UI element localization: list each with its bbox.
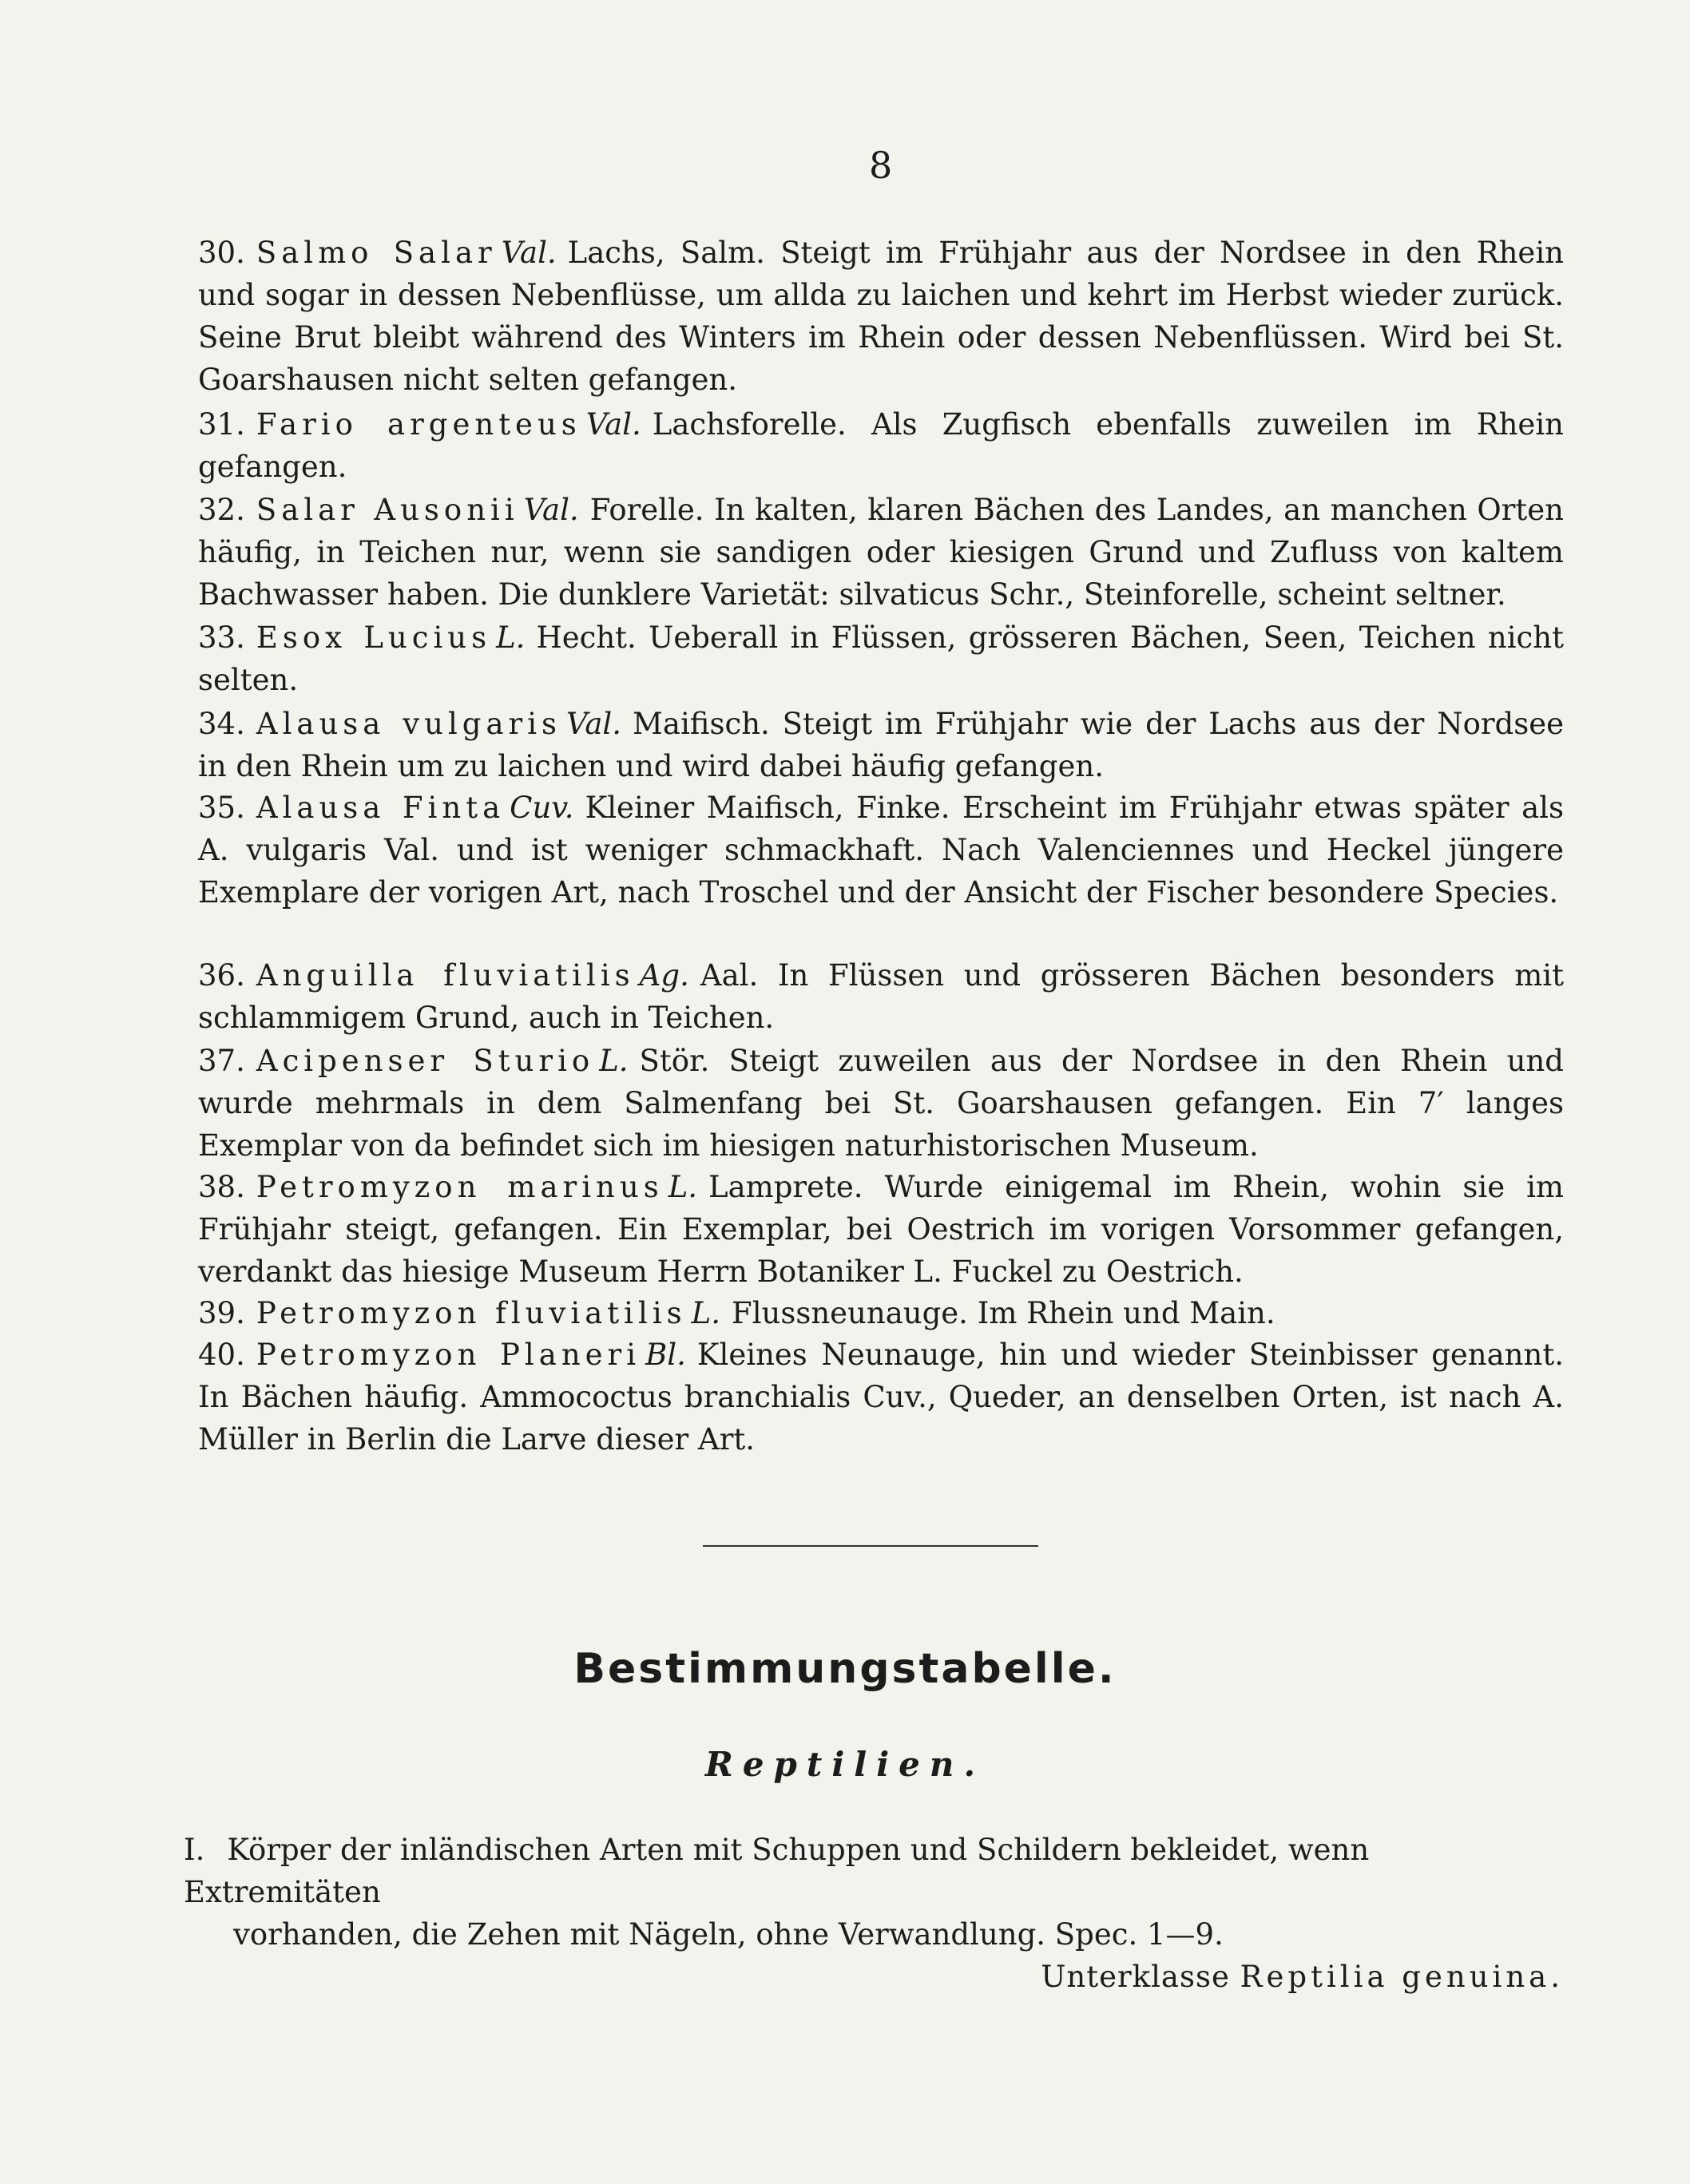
species-author: Ag. <box>639 958 689 993</box>
species-entry-40 <box>198 1334 1564 1461</box>
species-number: 37. <box>198 1044 245 1078</box>
species-author: Val. <box>501 236 557 270</box>
species-entry-30 <box>198 232 1564 401</box>
species-name: Alausa Finta <box>256 791 506 825</box>
species-name: Esox Lucius <box>256 620 492 655</box>
species-description: Kleines Neunauge, hin und wieder Steinbisser genannt. In Bächen häufig. Ammococtus branchialis Cuv., Queder, an denselben Orten, ist nach A. Müller in Berlin die Larve dieser Art. <box>198 1338 1564 1457</box>
species-description: Lamprete. Wurde einigemal im Rhein, wohin sie im Frühjahr steigt, gefangen. Ein Exemplar, bei Oestrich im vorigen Vorsommer gefangen, verdankt das hiesige Museum Herrn Botaniker L. Fuckel zu Oestrich. <box>198 1170 1564 1289</box>
species-entry-34 <box>198 703 1564 787</box>
species-number: 31. <box>198 407 245 442</box>
species-description: Aal. In Flüssen und grösseren Bächen besonders mit schlammigem Grund, auch in Teichen. <box>198 958 1564 1035</box>
species-author: L. <box>599 1044 629 1078</box>
species-description: Lachsforelle. Als Zugfisch ebenfalls zuweilen im Rhein gefangen. <box>198 407 1564 484</box>
species-entry-37 <box>198 1040 1564 1167</box>
species-description: Lachs, Salm. Steigt im Frühjahr aus der Nordsee in den Rhein und sogar in dessen Nebenflüsse, um allda zu laichen und kehrt im Herbst wieder zurück. Seine Brut bleibt während des Winters im Rhein oder dessen Nebenflüssen. Wird bei St. Goarshausen nicht selten gefangen. <box>198 236 1564 397</box>
species-entry-38 <box>198 1166 1564 1293</box>
species-author: L. <box>668 1170 698 1204</box>
key-text-1: Körper der inländischen Arten mit Schuppen und Schildern bekleidet, wenn Extremitäten <box>184 1833 1370 1909</box>
species-number: 32. <box>198 493 245 527</box>
species-description: Kleiner Maifisch, Finke. Erscheint im Frühjahr etwas später als A. vulgaris Val. und ist weniger schmackhaft. Nach Valenciennes und Heckel jüngere Exemplare der vorigen Art, nach Troschel und der Ansicht der Fischer besondere Species. <box>198 791 1564 910</box>
species-number: 38. <box>198 1170 245 1204</box>
species-description: Forelle. In kalten, klaren Bächen des Landes, an manchen Orten häufig, in Teichen nur, wenn sie sandigen oder kiesigen Grund und Zufluss von kaltem Bachwasser haben. Die dunklere Varietät: silvaticus Schr., Steinforelle, scheint seltner. <box>198 493 1564 612</box>
species-author: Val. <box>523 493 579 527</box>
species-name: Petromyzon marinus <box>256 1170 664 1204</box>
sub-title: Reptilien. <box>704 1745 986 1784</box>
species-author: L. <box>496 620 526 655</box>
species-description: Flussneunauge. Im Rhein und Main. <box>732 1296 1275 1330</box>
species-description: Maifisch. Steigt im Frühjahr wie der Lachs aus der Nordsee in den Rhein um zu laichen und wird dabei häufig gefangen. <box>198 707 1564 783</box>
species-entry-39 <box>198 1292 1564 1334</box>
species-author: Cuv. <box>510 791 574 825</box>
key-result <box>184 1956 1564 1998</box>
species-author: Val. <box>585 407 641 442</box>
species-number: 39. <box>198 1296 245 1330</box>
species-number: 40. <box>198 1338 245 1372</box>
species-number: 34. <box>198 707 245 741</box>
key-result-name: Reptilia genuina. <box>1240 1960 1564 1994</box>
species-description: Stör. Steigt zuweilen aus der Nordsee in den Rhein und wurde mehrmals in dem Salmenfang bei St. Goarshausen gefangen. Ein 7′ langes Exemplar von da befindet sich im hiesigen naturhistorischen Museum. <box>198 1044 1564 1163</box>
section-title: Bestimmungstabelle. <box>573 1645 1117 1693</box>
species-name: Anguilla fluviatilis <box>256 958 635 993</box>
key-line-1 <box>184 1829 1564 1913</box>
species-name: Salmo Salar <box>256 236 497 270</box>
species-description: Hecht. Ueberall in Flüssen, grösseren Bächen, Seen, Teichen nicht selten. <box>198 620 1564 697</box>
species-number: 33. <box>198 620 245 655</box>
key-result-prefix: Unterklasse <box>1041 1960 1230 1994</box>
species-author: Bl. <box>645 1338 686 1372</box>
species-name: Salar Ausonii <box>256 493 519 527</box>
species-entry-35 <box>198 787 1564 914</box>
key-line-2: vorhanden, die Zehen mit Nägeln, ohne Verwandlung. Spec. 1—9. <box>233 1917 1224 1952</box>
species-name: Alausa vulgaris <box>256 707 562 741</box>
species-entry-32 <box>198 489 1564 616</box>
species-name: Petromyzon Planeri <box>256 1338 641 1372</box>
species-name: Fario argenteus <box>256 407 581 442</box>
species-number: 35. <box>198 791 245 825</box>
species-entry-36 <box>198 954 1564 1039</box>
key-roman-numeral: I. <box>184 1833 205 1867</box>
page-number: 8 <box>869 144 893 187</box>
determination-key <box>184 1829 1564 1998</box>
species-number: 36. <box>198 958 245 993</box>
species-author: Val. <box>566 707 622 741</box>
species-entry-31 <box>198 403 1564 488</box>
section-divider <box>703 1545 1038 1547</box>
species-entry-33 <box>198 616 1564 701</box>
species-number: 30. <box>198 236 245 270</box>
species-name: Petromyzon fluviatilis <box>256 1296 687 1330</box>
species-author: L. <box>691 1296 721 1330</box>
species-name: Acipenser Sturio <box>256 1044 595 1078</box>
